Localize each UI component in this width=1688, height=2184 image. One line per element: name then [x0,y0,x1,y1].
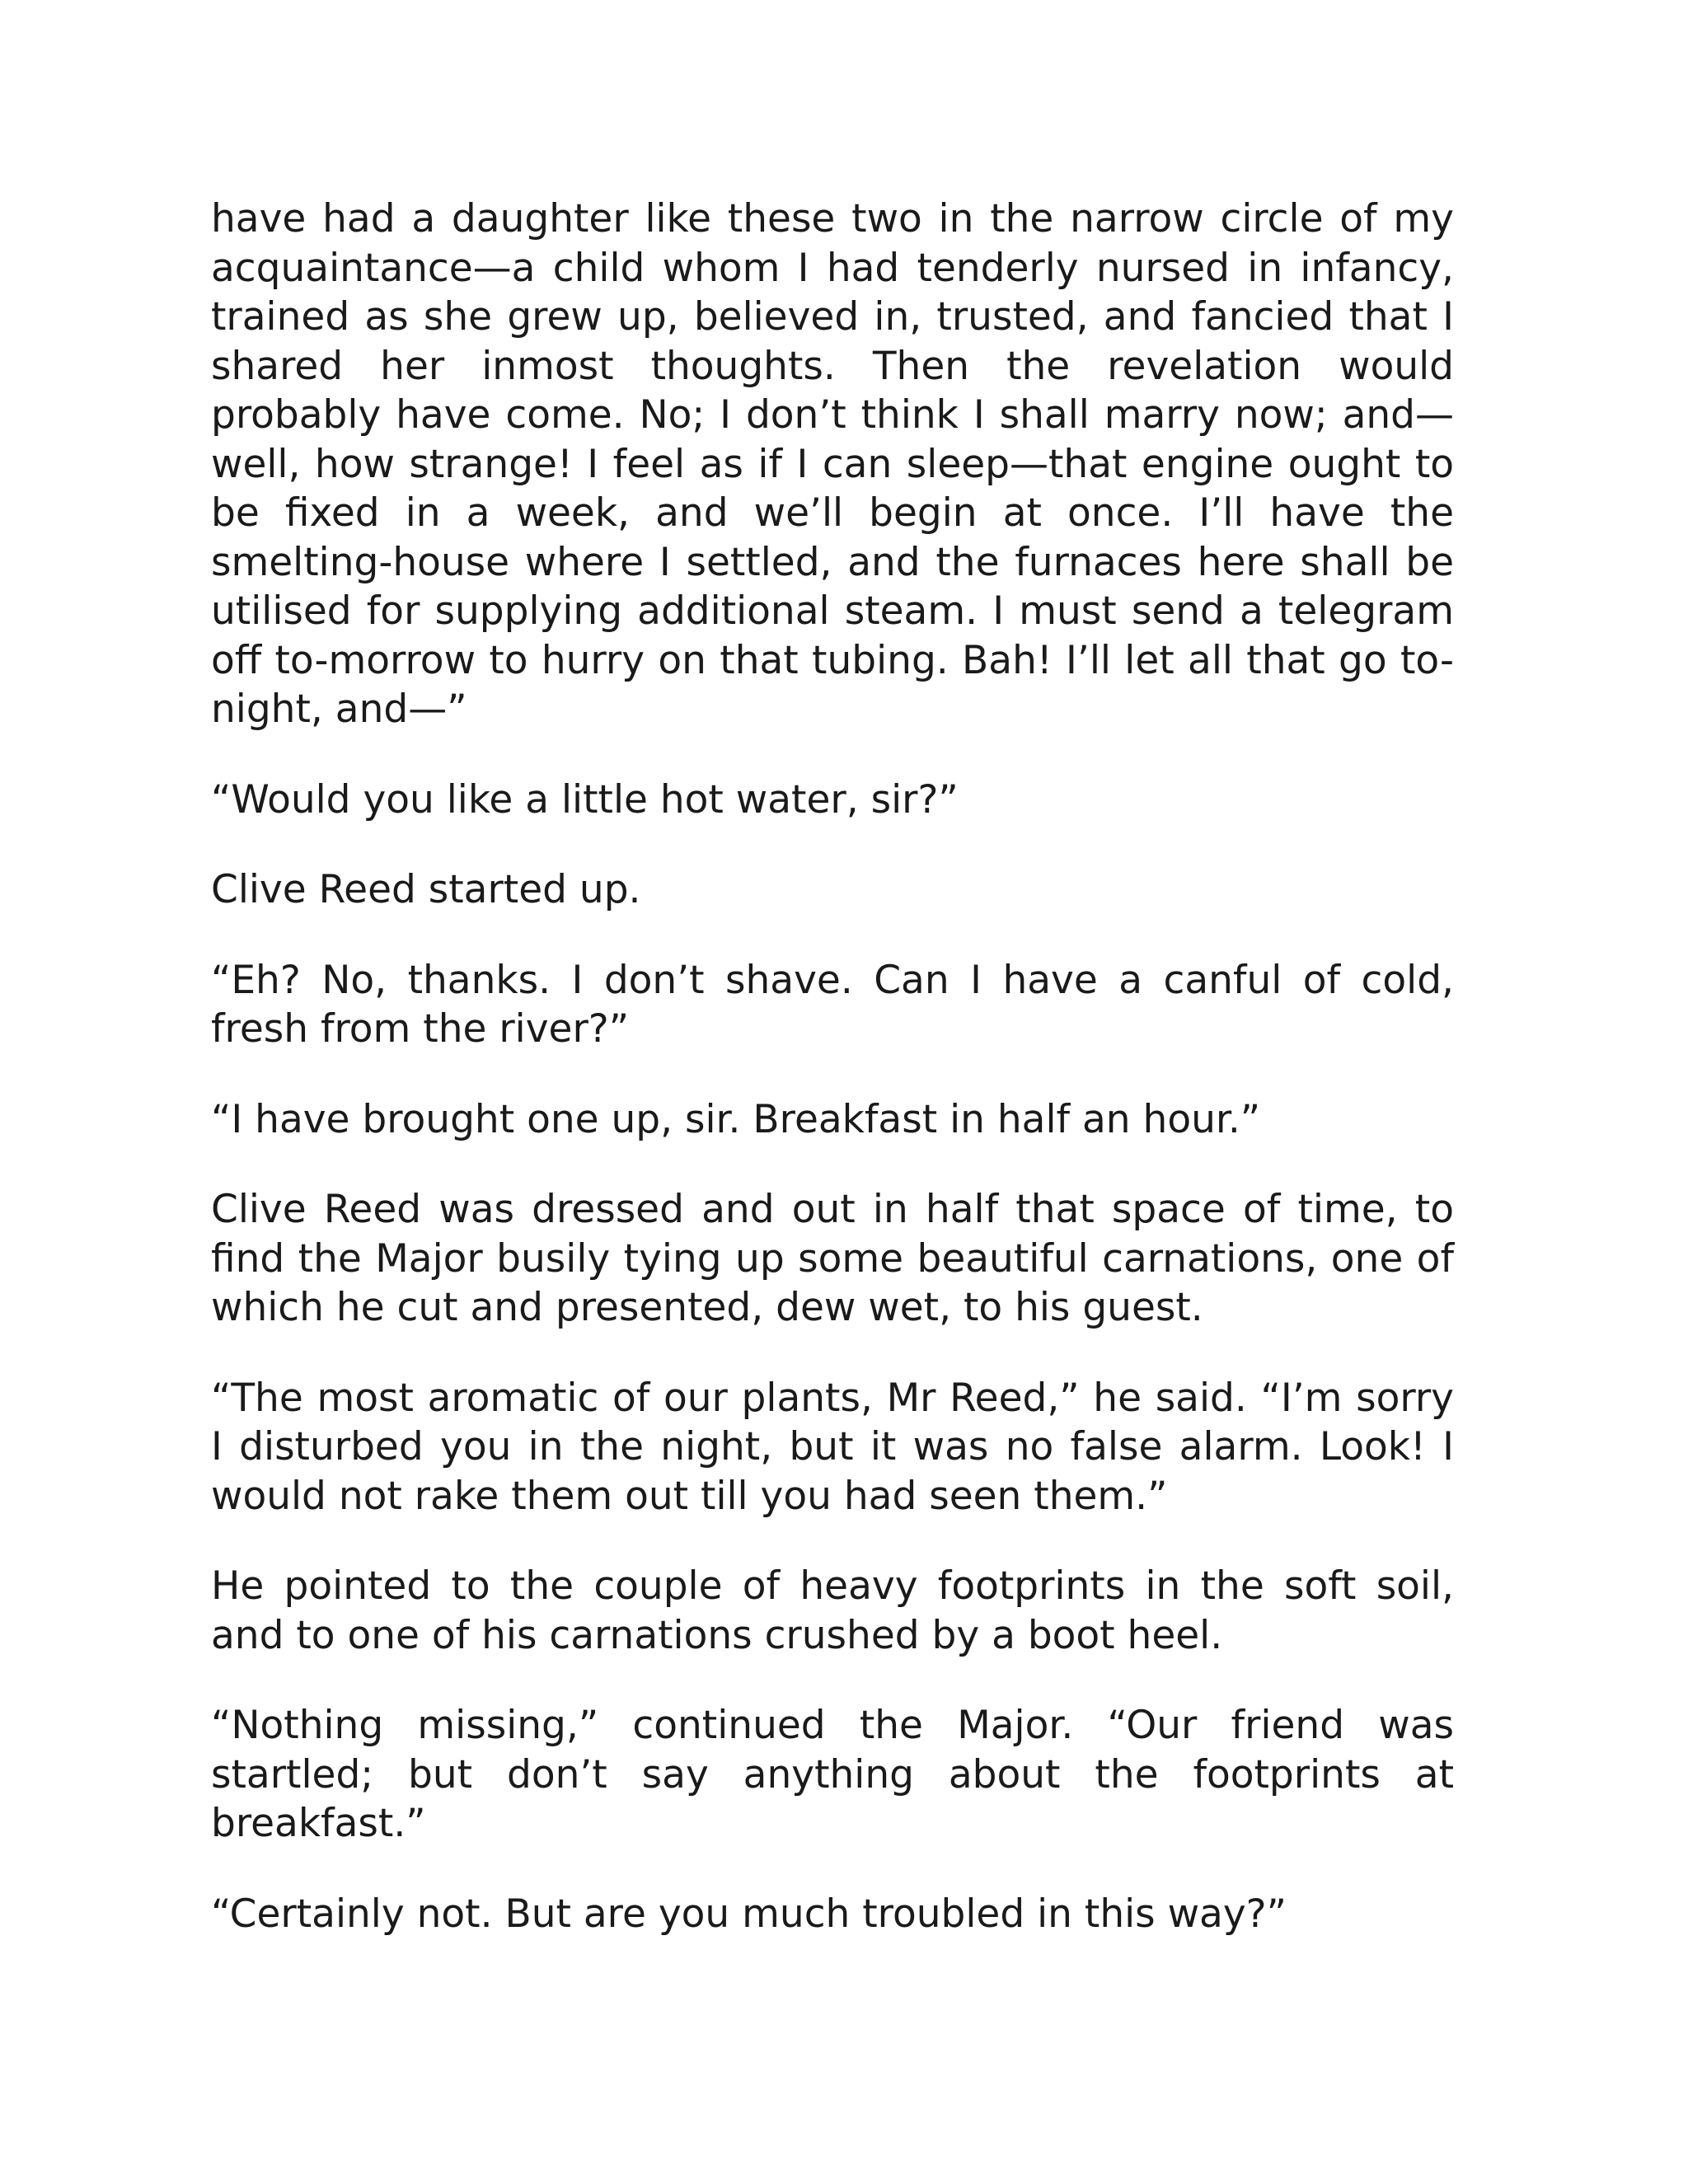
paragraph: He pointed to the couple of heavy footprints in the soft soil, and to one of his carnations crushed by a boot heel. [211,1563,1454,1658]
paragraph: have had a daughter like these two in the narrow circle of my acquaintance—a child whom I had tenderly nursed in infancy, trained as she grew up, believed in, trusted, and fancied that I shared her inmost thoughts. Then the revelation would probably have come. No; I don’t think I shall marry now; and—well, how strange! I feel as if I can sleep—that engine ought to be fixed in a week, and we’ll begin at once. I’ll have the smelting-house where I settled, and the furnaces here shall be utilised for supplying additional steam. I must send a telegram off to-morrow to hurry on that tubing. Bah! I’ll let all that go to-night, and—” [211,196,1454,732]
paragraph: Clive Reed was dressed and out in half that space of time, to find the Major busily tying up some beautiful carnations, one of which he cut and presented, dew wet, to his guest. [211,1187,1454,1330]
paragraph: “The most aromatic of our plants, Mr Reed,” he said. “I’m sorry I disturbed you in the night, but it was no false alarm. Look! I would not rake them out till you had seen them.” [211,1375,1454,1519]
paragraph: “Would you like a little hot water, sir?” [211,776,959,823]
paragraph: “Certainly not. But are you much troubled in this way?” [211,1891,1287,1937]
paragraph: Clive Reed started up. [211,867,641,912]
paragraph: “Nothing missing,” continued the Major. “Our friend was startled; but don’t say anything about the footprints at breakfast.” [211,1703,1454,1846]
paragraph: “I have brought one up, sir. Breakfast in half an hour.” [211,1096,1261,1142]
page-text [211,194,1454,1980]
paragraph: “Eh? No, thanks. I don’t shave. Can I have a canful of cold, fresh from the river?” [211,957,1454,1052]
